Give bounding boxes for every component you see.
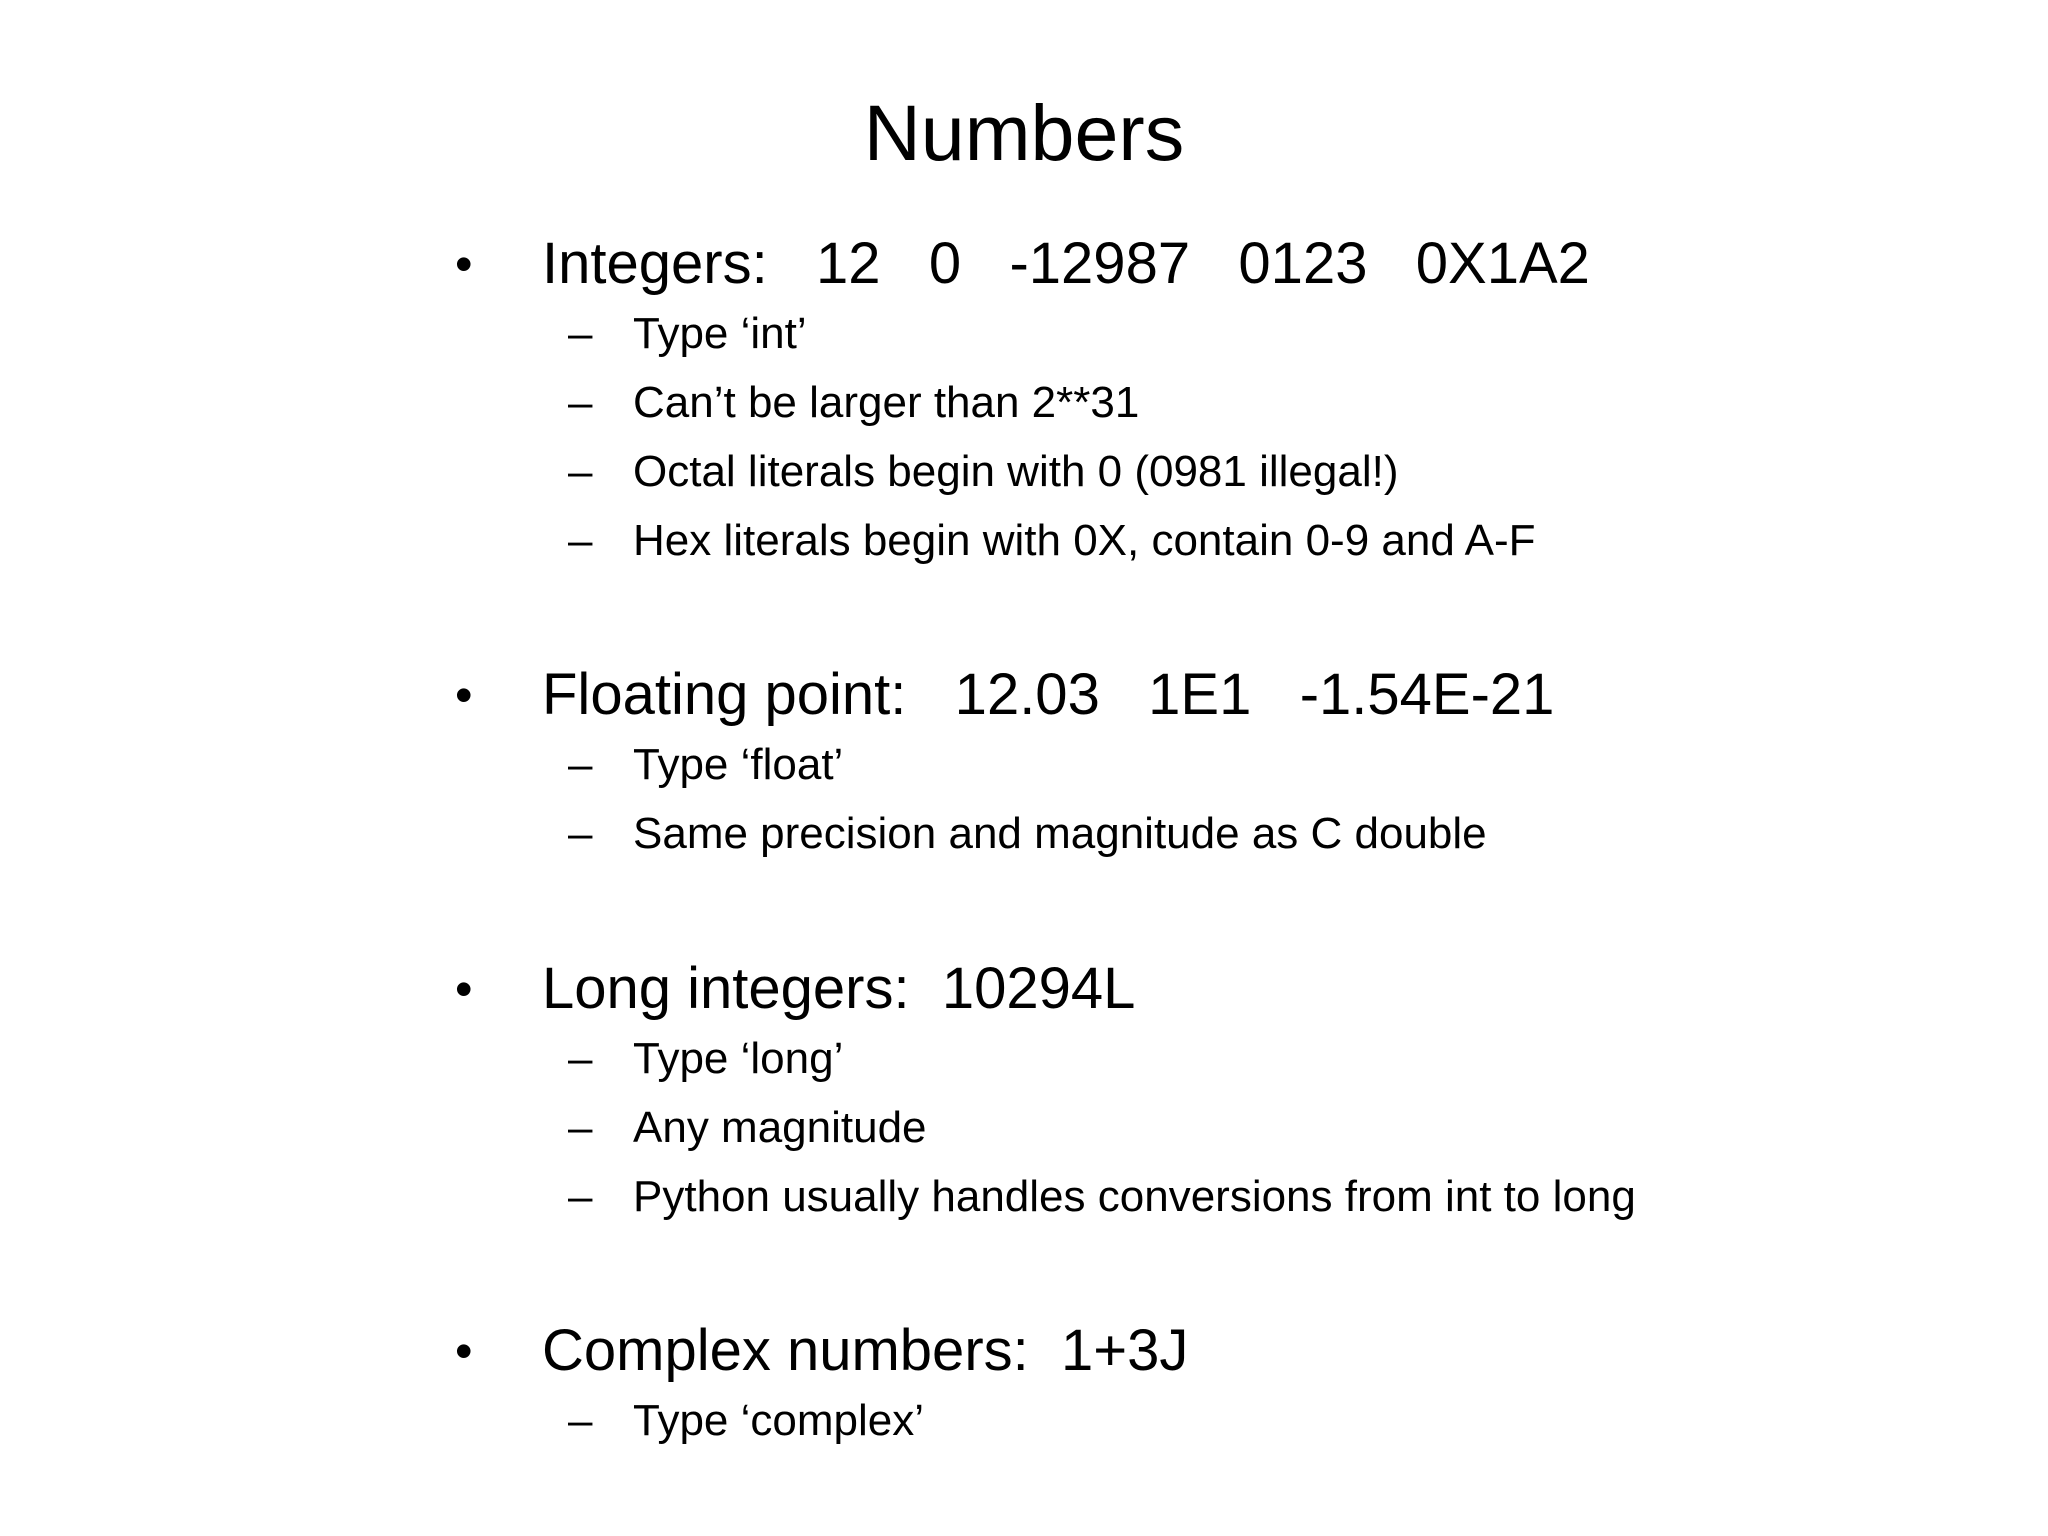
bullet-item (455, 660, 1955, 730)
sub-item (455, 1386, 1955, 1455)
dash-icon: – (568, 1172, 593, 1221)
bullet-icon: • (455, 236, 473, 292)
sub-item-text: Type ‘complex’ (633, 1396, 925, 1445)
dash-icon: – (568, 809, 593, 858)
bullet-item (455, 229, 1955, 299)
sub-item-text: Type ‘int’ (633, 309, 807, 358)
sub-item (455, 730, 1955, 799)
bullet-heading: Long integers: 10294L (542, 956, 1136, 1021)
sub-item (455, 299, 1955, 368)
sub-item (455, 1093, 1955, 1162)
sub-item (455, 506, 1955, 575)
sub-item-text: Type ‘float’ (633, 740, 844, 789)
sub-item-text: Any magnitude (633, 1103, 927, 1152)
sub-item (455, 1162, 1955, 1231)
section-complex-numbers (455, 1316, 1955, 1455)
sub-item-text: Octal literals begin with 0 (0981 illegal!) (633, 447, 1399, 496)
bullet-item (455, 954, 1955, 1024)
bullet-heading: Complex numbers: 1+3J (542, 1318, 1189, 1383)
bullet-heading: Floating point: 12.03 1E1 -1.54E-21 (542, 662, 1555, 727)
sub-item-text: Python usually handles conversions from int to long (633, 1172, 1636, 1221)
section-long-integers (455, 954, 1955, 1231)
dash-icon: – (568, 447, 593, 496)
bullet-icon: • (455, 961, 473, 1017)
sub-list (455, 299, 1955, 575)
dash-icon: – (568, 516, 593, 565)
dash-icon: – (568, 378, 593, 427)
section-floating-point (455, 660, 1955, 868)
sub-item (455, 437, 1955, 506)
bullet-icon: • (455, 1323, 473, 1379)
dash-icon: – (568, 740, 593, 789)
sub-item (455, 799, 1955, 868)
section-integers (455, 229, 1955, 575)
dash-icon: – (568, 309, 593, 358)
dash-icon: – (568, 1103, 593, 1152)
bullet-icon: • (455, 667, 473, 723)
sub-item-text: Same precision and magnitude as C double (633, 809, 1487, 858)
sub-list (455, 730, 1955, 868)
sub-item-text: Type ‘long’ (633, 1034, 844, 1083)
sub-item-text: Hex literals begin with 0X, contain 0-9 and A-F (633, 516, 1536, 565)
dash-icon: – (568, 1034, 593, 1083)
bullet-item (455, 1316, 1955, 1386)
sub-item (455, 368, 1955, 437)
slide-title: Numbers (863, 88, 1185, 177)
sub-list (455, 1386, 1955, 1455)
sub-list (455, 1024, 1955, 1231)
bullet-heading: Integers: 12 0 -12987 0123 0X1A2 (542, 231, 1590, 296)
sub-item (455, 1024, 1955, 1093)
sub-item-text: Can’t be larger than 2**31 (633, 378, 1140, 427)
dash-icon: – (568, 1396, 593, 1445)
